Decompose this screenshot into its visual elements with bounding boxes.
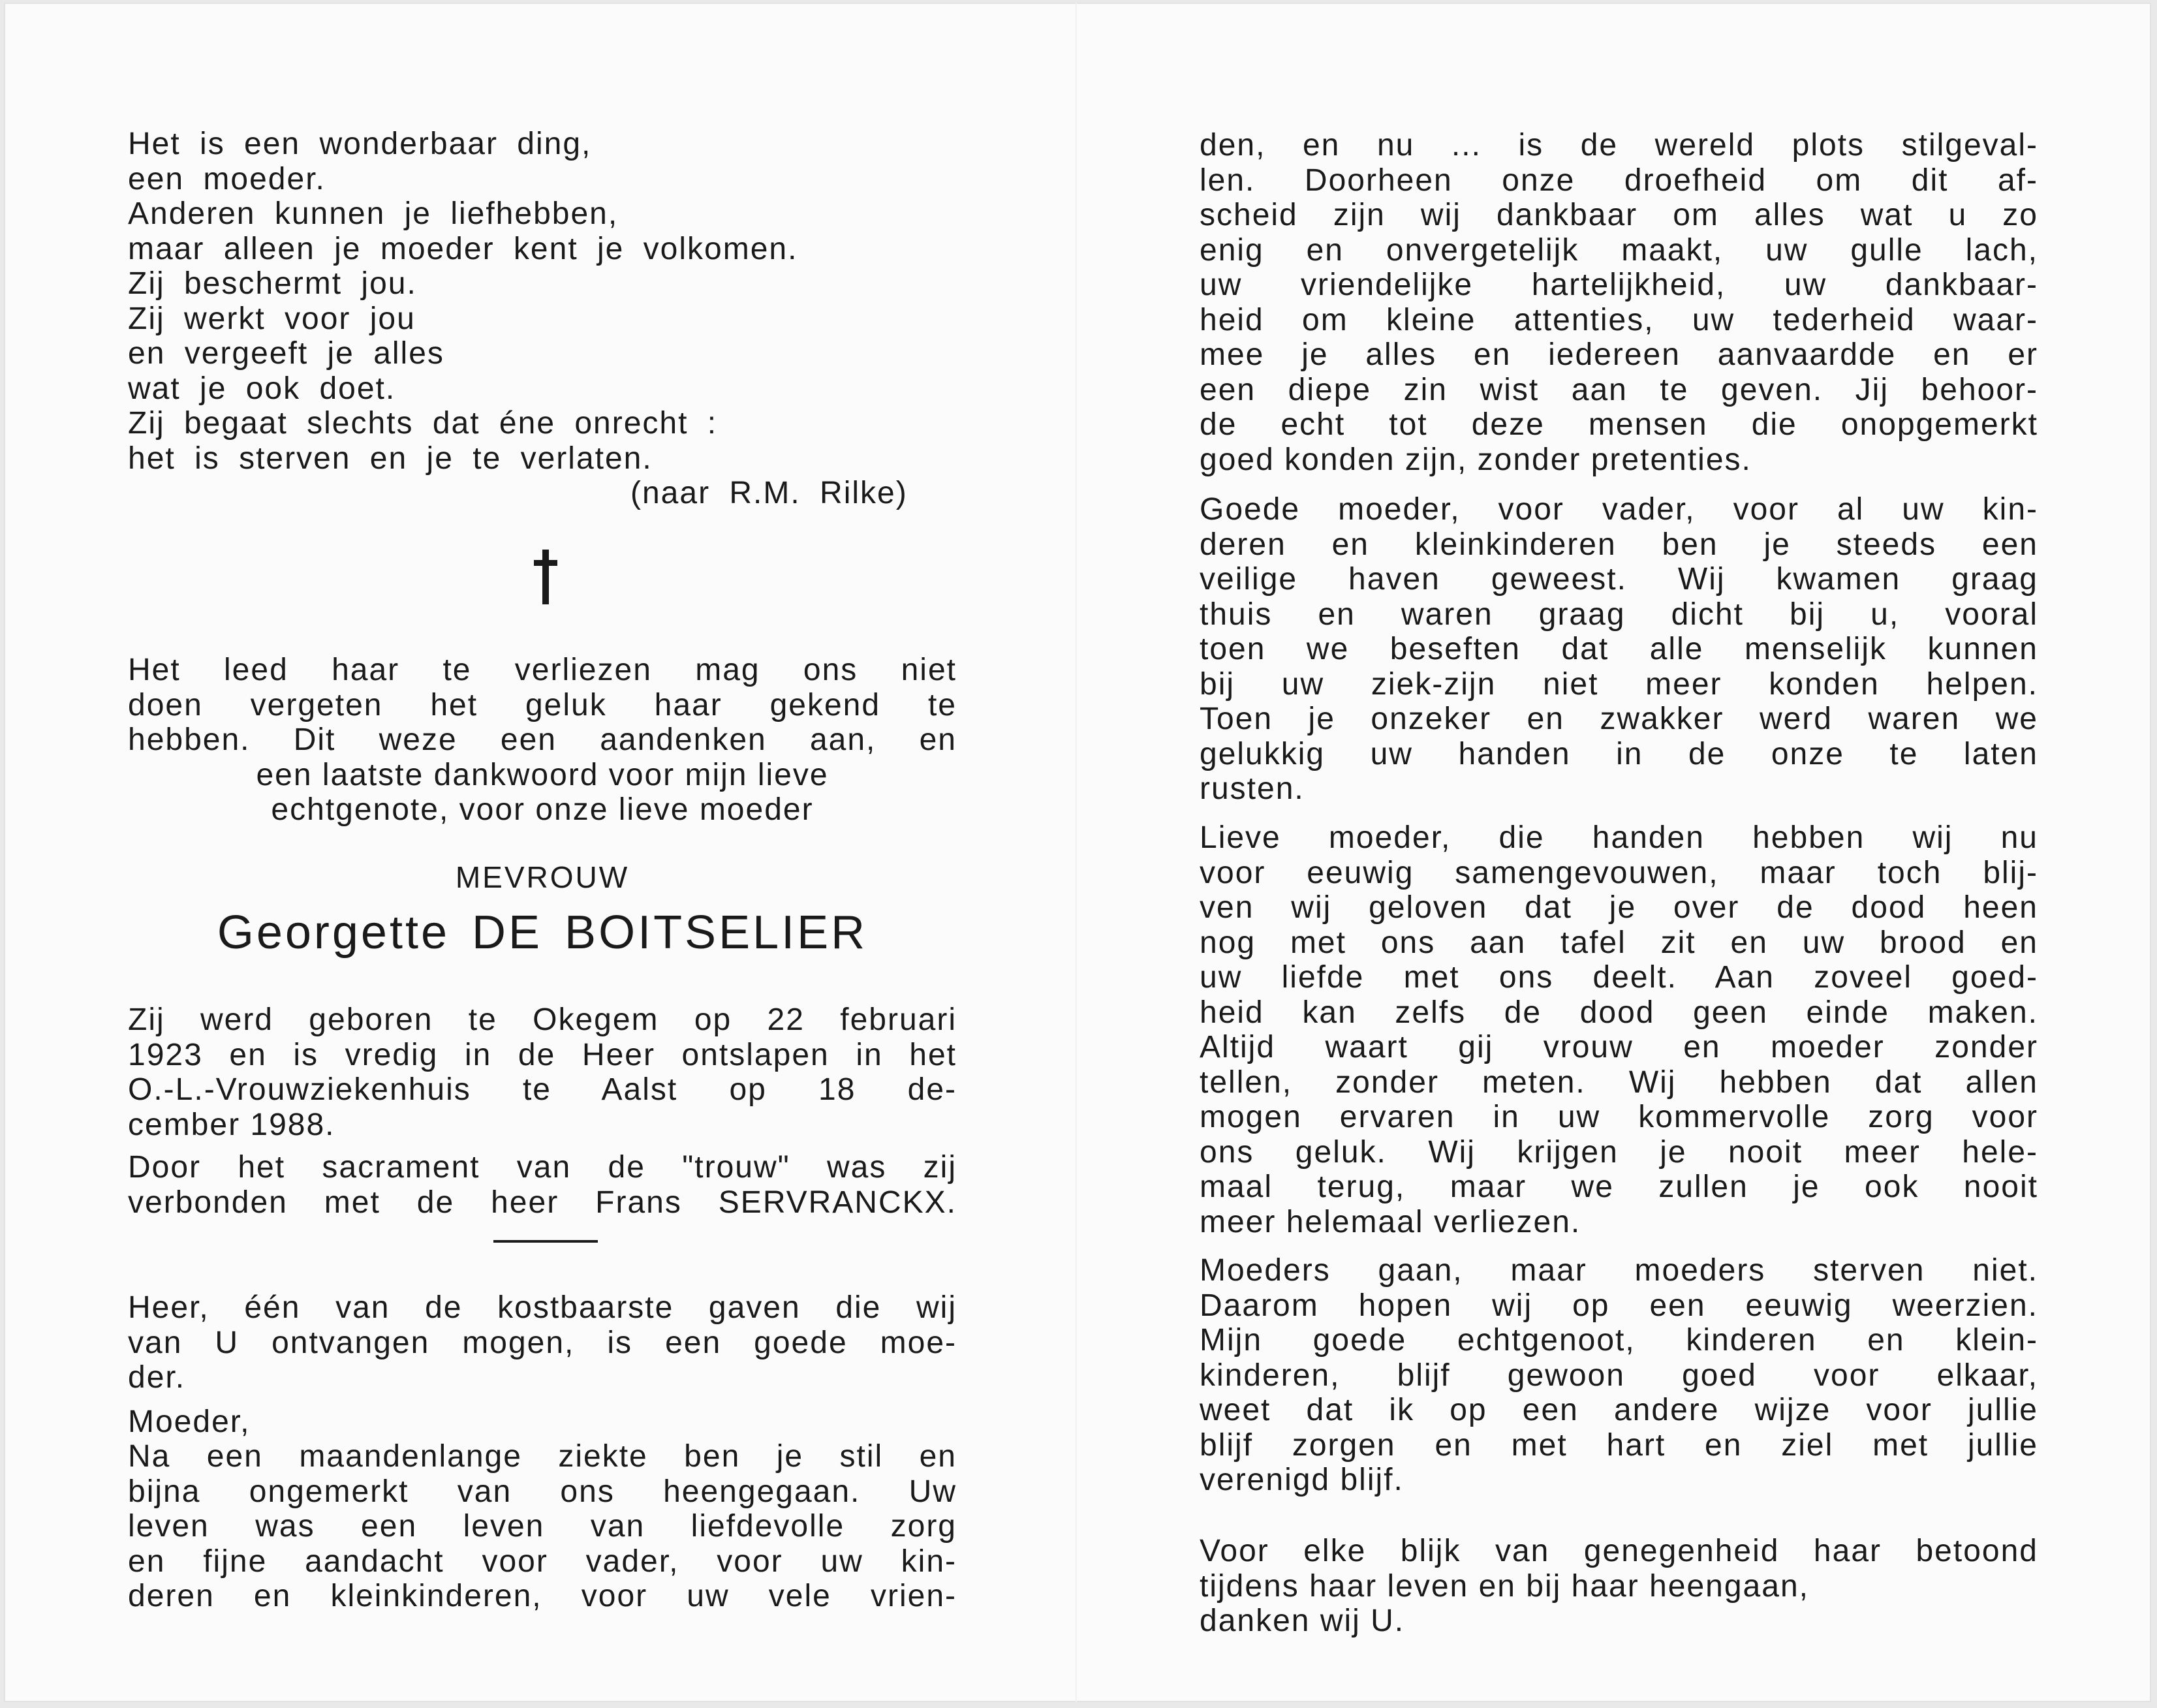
text-line: heid om kleine attenties, uw tederheid waar- — [1200, 302, 2038, 337]
text-line: Altijd waart gij vrouw en moeder zonder — [1200, 1030, 2038, 1064]
text-line: mee je alles en iedereen aanvaardde en er — [1200, 337, 2038, 372]
text-line: Lieve moeder, die handen hebben wij nu — [1200, 820, 2038, 855]
text-line: Moeders gaan, maar moeders sterven niet. — [1200, 1253, 2038, 1288]
poem-line: Zij beschermt jou. — [128, 266, 417, 301]
text-line: Daarom hopen wij op een eeuwig weerzien. — [1200, 1288, 2038, 1323]
text-line: tellen, zonder meten. Wij hebben dat allen — [1200, 1064, 2038, 1100]
birth-paragraph — [128, 1002, 957, 1142]
text-line: uw liefde met ons deelt. Aan zoveel goed- — [1200, 960, 2038, 995]
divider-rule — [493, 1240, 598, 1243]
text-line: de echt tot deze mensen die onopgemerkt — [1200, 407, 2038, 442]
text-line: bij uw ziek-zijn niet meer konden helpen. — [1200, 666, 2038, 702]
text-line: hebben. Dit weze een aandenken aan, en — [128, 722, 957, 757]
text-line: cember 1988. — [128, 1107, 335, 1142]
text-line: voor eeuwig samengevouwen, maar toch blij- — [1200, 855, 2038, 890]
text-line: een laatste dankwoord voor mijn lieve — [256, 757, 829, 792]
text-line: scheid zijn wij dankbaar om alles wat u zo — [1200, 198, 2038, 232]
text-line: Toen je onzeker en zwakker werd waren we — [1200, 702, 2038, 736]
text-line: Moeder, — [128, 1405, 251, 1439]
text-line: Na een maandenlange ziekte ben je stil en — [128, 1439, 957, 1474]
text-line: enig en onvergetelijk maakt, uw gulle lach, — [1200, 232, 2038, 268]
closing-paragraph — [1200, 1534, 2038, 1639]
text-line: len. Doorheen onze droefheid om dit af- — [1200, 163, 2038, 198]
text-line: ven wij geloven dat je over de dood heen — [1200, 890, 2038, 925]
poem-line: een moeder. — [128, 161, 326, 196]
text-line: echtgenote, voor onze lieve moeder — [271, 792, 814, 827]
right-paragraph-4 — [1200, 1253, 2038, 1498]
cross-icon — [542, 550, 549, 604]
text-line: nog met ons aan tafel zit en uw brood en — [1200, 925, 2038, 960]
text-line: blijf zorgen en met hart en ziel met jullie — [1200, 1427, 2038, 1463]
text-line: tijdens haar leven en bij haar heengaan, — [1200, 1568, 1809, 1604]
memorial-card — [4, 3, 2151, 1702]
text-line: veilige haven geweest. Wij kwamen graag — [1200, 562, 2038, 597]
text-line: O.-L.-Vrouwziekenhuis te Aalst op 18 de- — [128, 1072, 957, 1107]
text-line: Het leed haar te verliezen mag ons niet — [128, 653, 957, 687]
right-paragraph-2 — [1200, 492, 2038, 807]
card-fold — [1076, 3, 1077, 1702]
honorific: MEVROUW — [455, 860, 630, 894]
text-line: deren en kleinkinderen, voor uw vele vrien- — [128, 1579, 957, 1613]
poem-attribution: (naar R.M. Rilke) — [630, 476, 908, 510]
text-line: uw vriendelijke hartelijkheid, uw dankbaar- — [1200, 268, 2038, 302]
text-line: maal terug, maar we zullen je ook nooit — [1200, 1170, 2038, 1204]
text-line: danken wij U. — [1200, 1604, 1405, 1638]
text-line: mogen ervaren in uw kommervolle zorg voor — [1200, 1100, 2038, 1134]
text-line: Zij werd geboren te Okegem op 22 februari — [128, 1002, 957, 1037]
text-line: van U ontvangen mogen, is een goede moe- — [128, 1325, 957, 1360]
deceased-name: Georgette DE BOITSELIER — [217, 907, 868, 959]
poem-line: wat je ook doet. — [128, 371, 396, 406]
poem-line: maar alleen je moeder kent je volkomen. — [128, 231, 798, 266]
text-line: goed konden zijn, zonder pretenties. — [1200, 442, 1752, 477]
text-line: meer helemaal verliezen. — [1200, 1204, 1581, 1239]
text-line: en fijne aandacht voor vader, voor uw kin- — [128, 1544, 957, 1579]
text-line: Voor elke blijk van genegenheid haar betoond — [1200, 1534, 2038, 1568]
text-line: verenigd blijf. — [1200, 1463, 1404, 1497]
text-line: heid kan zelfs de dood geen einde maken. — [1200, 995, 2038, 1030]
text-line: leven was een leven van liefdevolle zorg — [128, 1509, 957, 1544]
poem-line: het is sterven en je te verlaten. — [128, 441, 653, 476]
text-line: verbonden met de heer Frans SERVRANCKX. — [128, 1185, 957, 1220]
text-line: weet dat ik op een andere wijze voor jullie — [1200, 1393, 2038, 1427]
text-line: Heer, één van de kostbaarste gaven die wij — [128, 1290, 957, 1325]
text-line: den, en nu ... is de wereld plots stilgeval- — [1200, 128, 2038, 163]
address-paragraph — [128, 1439, 957, 1614]
text-line: doen vergeten het geluk haar gekend te — [128, 687, 957, 722]
text-line: bijna ongemerkt van ons heengegaan. Uw — [128, 1474, 957, 1509]
poem-line: Het is een wonderbaar ding, — [128, 127, 592, 161]
right-paragraph-3 — [1200, 820, 2038, 1239]
text-line: kinderen, blijf gewoon goed voor elkaar, — [1200, 1358, 2038, 1393]
poem-line: en vergeeft je alles — [128, 336, 444, 371]
text-line: 1923 en is vredig in de Heer ontslapen in het — [128, 1037, 957, 1072]
text-line: deren en kleinkinderen ben je steeds een — [1200, 527, 2038, 562]
poem-line: Zij werkt voor jou — [128, 301, 416, 336]
poem-line: Anderen kunnen je liefhebben, — [128, 196, 619, 231]
marriage-paragraph — [128, 1150, 957, 1220]
text-line: ons geluk. Wij krijgen je nooit meer hele- — [1200, 1134, 2038, 1170]
text-line: Mijn goede echtgenoot, kinderen en klein- — [1200, 1323, 2038, 1358]
text-line: rusten. — [1200, 771, 1305, 806]
poem — [128, 127, 908, 511]
poem-line: Zij begaat slechts dat éne onrecht : — [128, 406, 718, 441]
text-line: gelukkig uw handen in de onze te laten — [1200, 736, 2038, 771]
text-line: toen we beseften dat alle menselijk kunnen — [1200, 632, 2038, 666]
text-line: thuis en waren graag dicht bij u, vooral — [1200, 597, 2038, 632]
text-line: Goede moeder, voor vader, voor al uw kin- — [1200, 492, 2038, 527]
text-line: der. — [128, 1360, 186, 1395]
text-line: Door het sacrament van de "trouw" was zij — [128, 1150, 957, 1185]
prayer-paragraph — [128, 1290, 957, 1395]
memorial-paragraph — [128, 653, 957, 828]
address-heading — [128, 1405, 957, 1440]
text-line: een diepe zin wist aan te geven. Jij behoor- — [1200, 372, 2038, 407]
right-paragraph-1 — [1200, 128, 2038, 477]
